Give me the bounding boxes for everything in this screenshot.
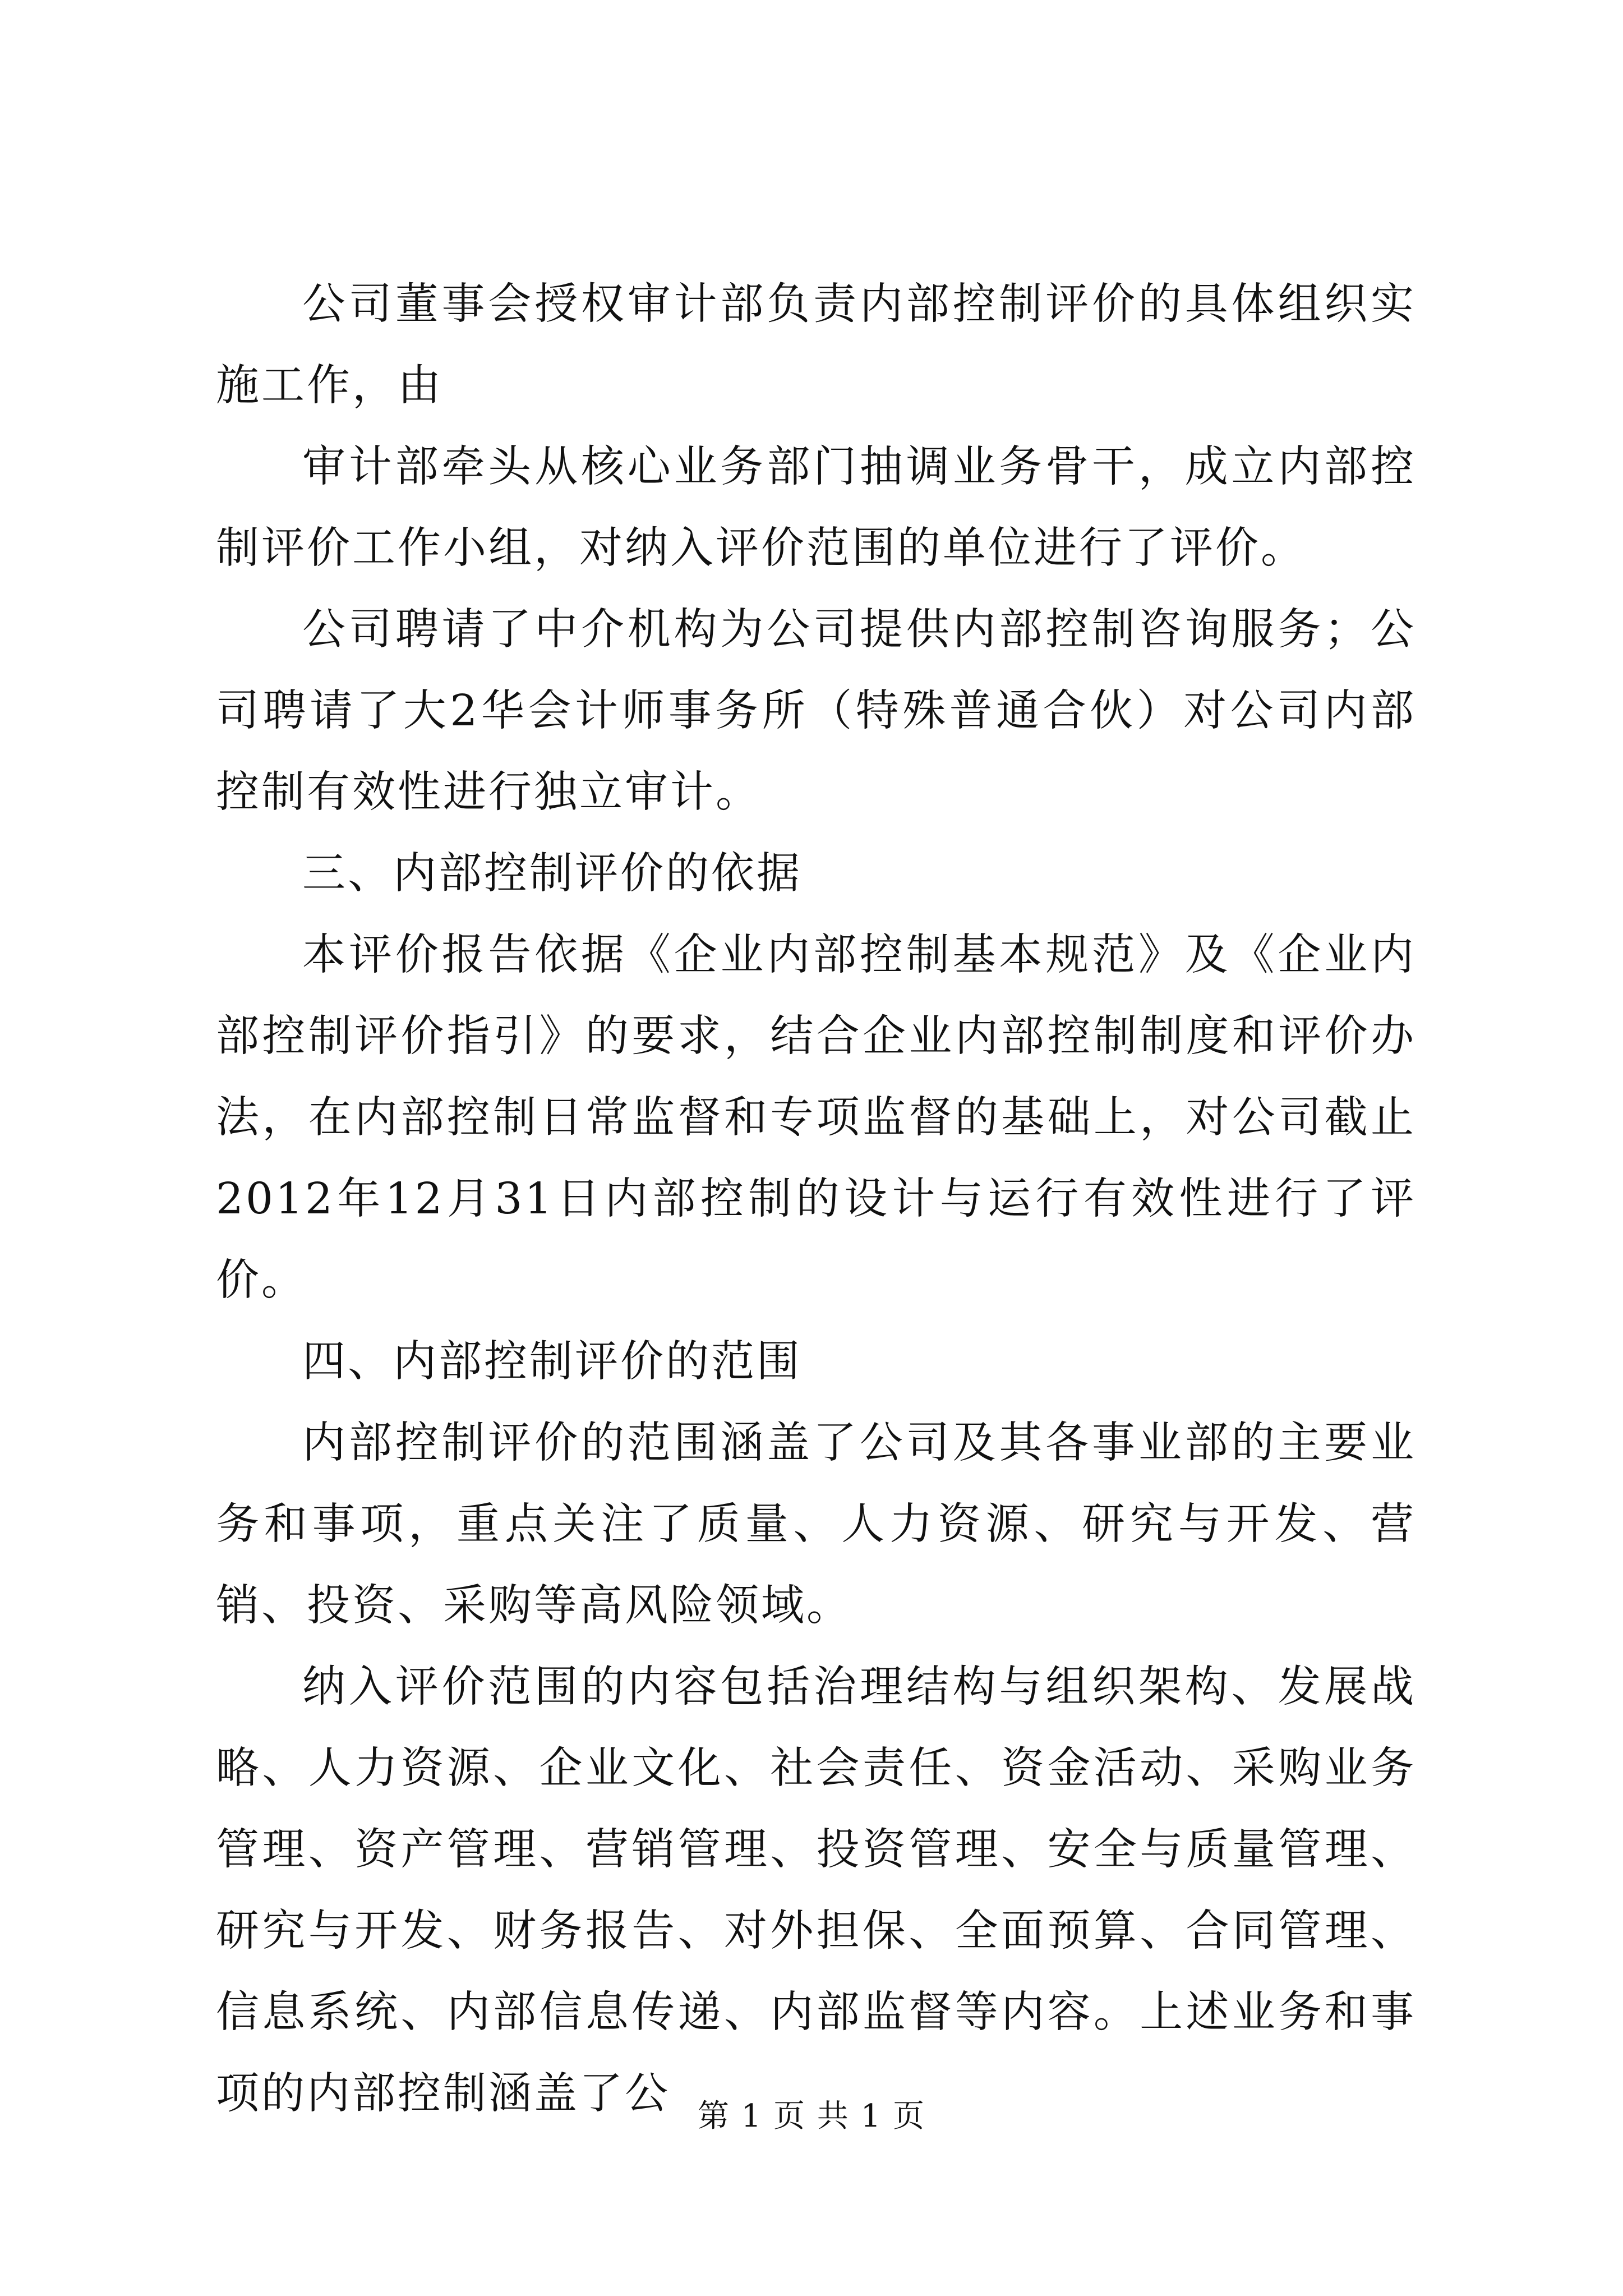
paragraph-evaluation-scope: 内部控制评价的范围涵盖了公司及其各事业部的主要业务和事项，重点关注了质量、人力资源、研究与开发、营销、投资、采购等高风险领域。 [216, 1418, 1416, 1631]
paragraph-evaluation-basis: 本评价报告依据《企业内部控制基本规范》及《企业内部控制评价指引》的要求，结合企业内部控制制度和评价办法，在内部控制日常监督和专项监督的基础上，对公司截止2012年12月31日内部控制的设计与运行有效性进行了评价。 [216, 930, 1416, 1305]
paragraph-evaluation-content: 纳入评价范围的内容包括治理结构与组织架构、发展战略、人力资源、企业文化、社会责任、资金活动、采购业务管理、资产管理、营销管理、投资管理、安全与质量管理、研究与开发、财务报告、对外担保、全面预算、合同管理、信息系统、内部信息传递、内部监督等内容。上述业务和事项的内部控制涵盖了公 [216, 1662, 1416, 2119]
section-heading-scope: 四、内部控制评价的范围 [302, 1337, 802, 1387]
paragraph-audit-department: 公司董事会授权审计部负责内部控制评价的具体组织实施工作，由 [216, 279, 1416, 411]
section-heading-basis: 三、内部控制评价的依据 [302, 849, 802, 899]
page-footer: 第 1 页 共 1 页 [697, 2098, 926, 2134]
paragraph-evaluation-team: 审计部牵头从核心业务部门抽调业务骨干，成立内部控制评价工作小组，对纳入评价范围的单位进行了评价。 [216, 442, 1416, 573]
document-body [216, 264, 1416, 2134]
paragraph-intermediary-agency: 公司聘请了中介机构为公司提供内部控制咨询服务；公司聘请了大2华会计师事务所（特殊普通合伙）对公司内部控制有效性进行独立审计。 [216, 605, 1416, 817]
